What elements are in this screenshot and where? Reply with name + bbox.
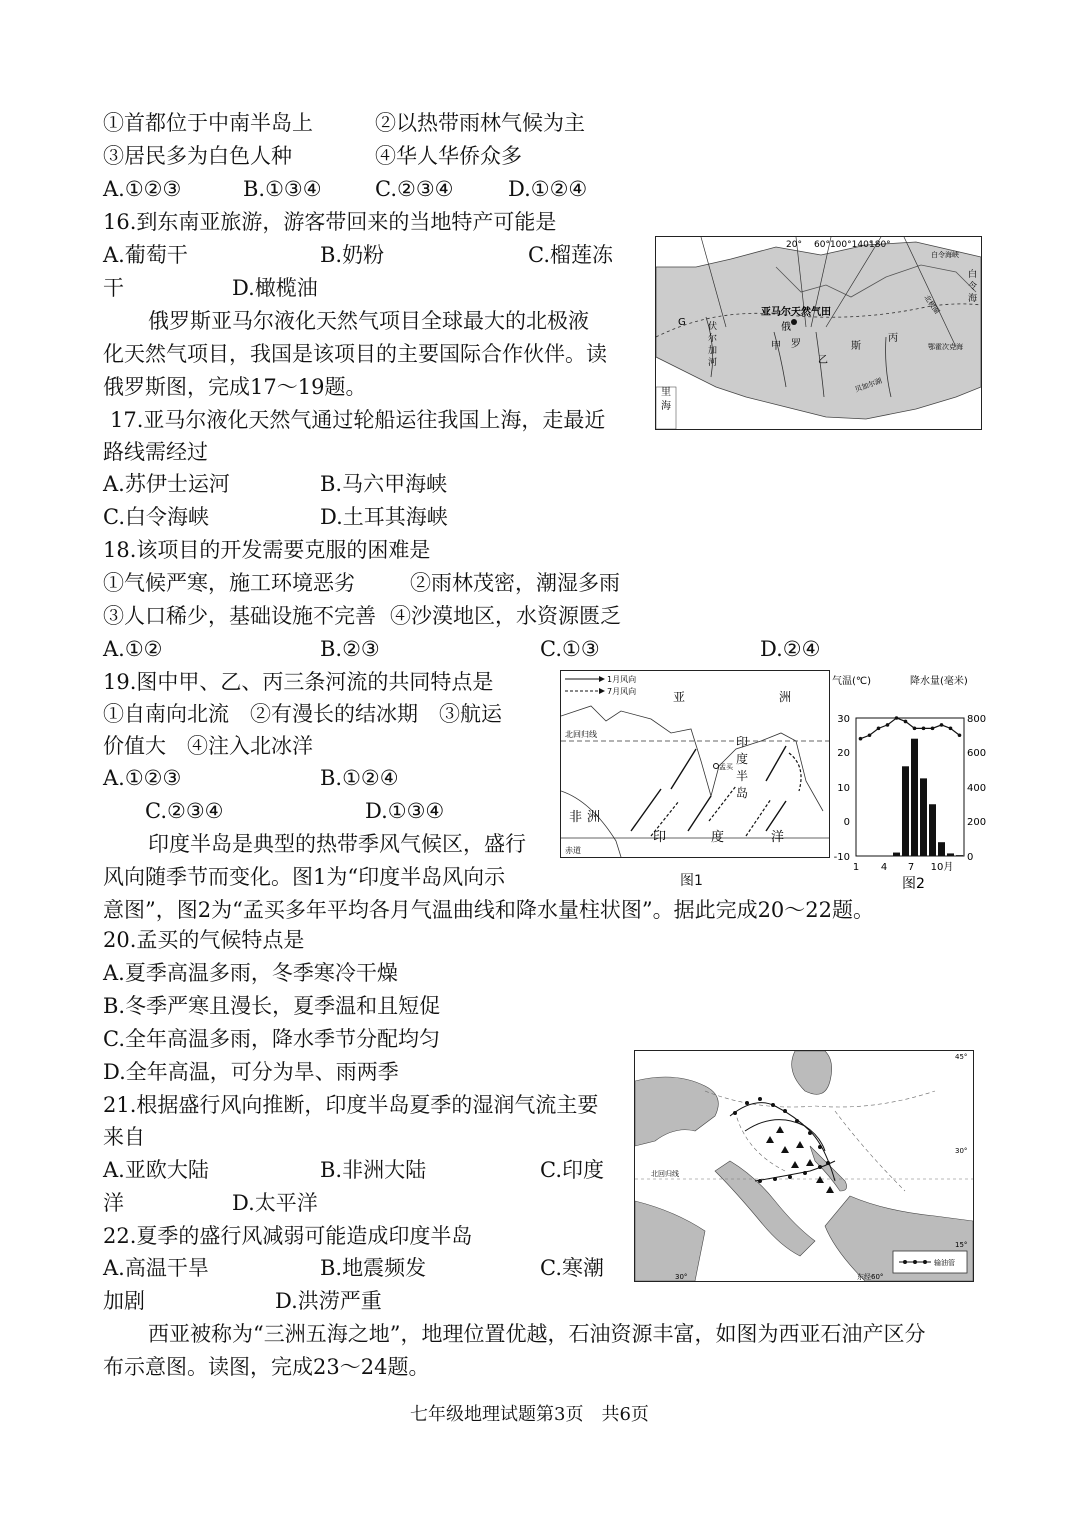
- answer-b: B.马六甲海峡: [320, 472, 448, 496]
- option-line: ①首都位于中南半岛上: [103, 111, 313, 135]
- map-label: 度: [736, 752, 749, 766]
- answer-d: D.全年高温，可分为旱、雨两季: [103, 1060, 399, 1084]
- map-label: 北极圈: [922, 293, 941, 316]
- answer-c: C.白令海峡: [103, 505, 209, 529]
- answer-c: C.①③: [540, 637, 600, 661]
- answer-a: A.①②: [103, 637, 163, 661]
- answer-b: B.①③④: [243, 177, 322, 201]
- answer-a: A.①②③: [103, 766, 182, 790]
- precip-bar: [884, 856, 891, 857]
- temperature-line: [861, 718, 960, 739]
- map-label: 海: [661, 401, 671, 412]
- map-label: 罗: [791, 339, 801, 350]
- passage-line: 俄罗斯亚马尔液化天然气项目全球最大的北极液: [148, 309, 589, 333]
- ytick-right: 600: [967, 748, 987, 759]
- passage-line: 意图”，图2为“孟买多年平均各月气温曲线和降水量柱状图”。据此完成20～22题。: [103, 898, 875, 922]
- passage-line: 印度半岛是典型的热带季风气候区，盛行: [148, 832, 526, 856]
- precip-bar: [911, 739, 918, 856]
- option-line: 价值大 ④注入北冰洋: [103, 734, 313, 758]
- option-line: ①自南向北流 ②有漫长的结冰期 ③航运: [103, 702, 502, 726]
- map-label: 斯: [851, 341, 861, 352]
- xtick: 7: [907, 862, 915, 873]
- answer-b: B.地震频发: [320, 1256, 427, 1280]
- answer-c: C.榴莲冻: [528, 243, 613, 267]
- answer-c-wrap: 干: [103, 276, 124, 300]
- lat-label: 45°: [955, 1053, 968, 1061]
- precip-bar: [875, 856, 882, 857]
- map-label: 白令海峡: [931, 251, 959, 259]
- answer-d: D.橄榄油: [232, 276, 318, 300]
- map-label: 半: [736, 769, 749, 783]
- temperature-point: [958, 733, 962, 737]
- answer-d: D.太平洋: [232, 1191, 318, 1215]
- precip-bar: [857, 856, 864, 857]
- answer-a: A.苏伊士运河: [103, 472, 230, 496]
- westasia-map: [634, 1050, 974, 1282]
- precip-bar: [902, 766, 909, 856]
- ytick-right: 0: [967, 852, 974, 863]
- answer-a: A.亚欧大陆: [103, 1158, 209, 1182]
- question-18: 18.该项目的开发需要克服的困难是: [103, 538, 431, 562]
- temperature-point: [913, 727, 917, 731]
- temperature-point: [931, 727, 935, 731]
- ylabel-left: 气温(℃): [832, 676, 872, 687]
- precip-bar: [956, 855, 963, 856]
- ytick-left: 10: [837, 783, 850, 794]
- map-label: 北回归线: [565, 730, 597, 739]
- answer-a: A.①②③: [103, 177, 182, 201]
- temperature-point: [886, 723, 890, 727]
- map-label: 印: [736, 735, 749, 749]
- ytick-right: 200: [967, 817, 987, 828]
- map-label: 洲: [587, 810, 601, 825]
- russia-map: [655, 236, 982, 430]
- precip-bar: [947, 853, 954, 856]
- map-label: 里: [661, 387, 671, 398]
- precip-bar: [929, 804, 936, 856]
- temperature-point: [922, 727, 926, 731]
- question-17: 17.亚马尔液化天然气通过轮船运往我国上海，走最近: [110, 408, 606, 432]
- map-label: 加: [708, 346, 718, 356]
- india-wind-map: [560, 670, 830, 858]
- answer-b: B.②③: [320, 637, 380, 661]
- map-label: 乙: [818, 355, 828, 366]
- answer-c: C.全年高温多雨，降水季节分配均匀: [103, 1027, 440, 1051]
- map-label: 20°: [786, 240, 802, 250]
- passage-line: 布示意图。读图，完成23～24题。: [103, 1355, 430, 1379]
- answer-c: C.印度: [540, 1158, 604, 1182]
- temperature-point: [949, 727, 953, 731]
- ytick-left: 30: [837, 714, 850, 725]
- map-label: 岛: [736, 786, 749, 800]
- map-label: 海: [968, 294, 978, 304]
- option-line: ②以热带雨林气候为主: [375, 111, 585, 135]
- ytick-right: 800: [967, 714, 987, 725]
- lon-label: 30°: [675, 1273, 688, 1281]
- map-label: 印: [653, 830, 667, 845]
- map-label: G: [678, 317, 686, 328]
- temperature-point: [904, 720, 908, 724]
- ytick-right: 400: [967, 783, 987, 794]
- answer-a: A.高温干旱: [103, 1256, 209, 1280]
- passage-line: 风向随季节而变化。图1为“印度半岛风向示: [103, 865, 506, 889]
- page-footer: 七年级地理试题第3页 共6页: [410, 1404, 649, 1425]
- tropic-label: 北回归线: [651, 1170, 679, 1178]
- option-line: ④华人华侨众多: [375, 144, 522, 168]
- map-label: 甲: [771, 341, 781, 352]
- answer-a: A.夏季高温多雨，冬季寒冷干燥: [103, 961, 398, 985]
- lat-label: 30°: [955, 1147, 968, 1155]
- temperature-point: [868, 733, 872, 737]
- legend-label: 7月风向: [607, 687, 637, 696]
- option-line: ④沙漠地区，水资源匮乏: [390, 604, 621, 628]
- map-label: 非: [569, 810, 583, 825]
- xtick: 1: [852, 862, 860, 873]
- temperature-point: [877, 727, 881, 731]
- map-label: 180°: [869, 240, 891, 250]
- answer-c: C.②③④: [145, 799, 224, 823]
- map-label: 亚: [673, 690, 686, 704]
- option-line: ③居民多为白色人种: [103, 144, 292, 168]
- map-label: 伏: [708, 322, 718, 332]
- passage-line: 化天然气项目，我国是该项目的主要国际合作伙伴。读: [103, 342, 607, 366]
- question-16: 16.到东南亚旅游，游客带回来的当地特产可能是: [103, 210, 557, 234]
- map-label: 度: [711, 830, 725, 845]
- precip-bar: [866, 856, 873, 857]
- map-label: 丙: [888, 333, 898, 344]
- answer-a: A.葡萄干: [103, 243, 188, 267]
- question-21: 21.根据盛行风向推断，印度半岛夏季的湿润气流主要: [103, 1093, 599, 1117]
- answer-c: C.②③④: [375, 177, 454, 201]
- legend-label: 输油管: [934, 1259, 955, 1267]
- legend-label: 1月风向: [607, 675, 637, 684]
- xtick: 4: [880, 862, 888, 873]
- precip-bar: [893, 853, 900, 856]
- temperature-point: [940, 723, 944, 727]
- map-label: 亚马尔天然气田: [761, 307, 831, 318]
- option-line: ②雨林茂密，潮湿多雨: [410, 571, 620, 595]
- lon-label: 东经60°: [857, 1273, 884, 1281]
- map-label: 洲: [779, 690, 792, 704]
- precip-bar: [920, 778, 927, 856]
- question-19: 19.图中甲、乙、丙三条河流的共同特点是: [103, 670, 494, 694]
- map-label: 俄: [781, 322, 791, 333]
- precip-bar: [938, 842, 945, 856]
- map-label: 令: [968, 282, 978, 292]
- lat-label: 15°: [955, 1241, 968, 1249]
- answer-b: B.奶粉: [320, 243, 385, 267]
- answer-d: D.土耳其海峡: [320, 505, 448, 529]
- option-line: ③人口稀少，基础设施不完善: [103, 604, 376, 628]
- climate-chart: [830, 670, 1000, 892]
- answer-b: B.冬季严寒且漫长，夏季温和且短促: [103, 994, 441, 1018]
- temperature-point: [895, 716, 899, 720]
- figure-caption: 图1: [680, 873, 703, 889]
- question-17-wrap: 路线需经过: [103, 440, 208, 464]
- question-21-wrap: 来自: [103, 1125, 145, 1149]
- xtick: 10月: [930, 862, 954, 873]
- map-label: 鄂霍次克海: [928, 343, 963, 351]
- question-20: 20.孟买的气候特点是: [103, 928, 305, 952]
- ytick-left: 20: [837, 748, 850, 759]
- ytick-left: -10: [833, 852, 850, 863]
- answer-b: B.①②④: [320, 766, 399, 790]
- chart-title: 图2: [902, 876, 925, 892]
- answer-d: D.①②④: [508, 177, 588, 201]
- map-label: 赤道: [565, 846, 581, 855]
- passage-line: 俄罗斯图，完成17～19题。: [103, 375, 367, 399]
- ylabel-right: 降水量(毫米): [910, 676, 968, 687]
- ytick-left: 0: [843, 817, 850, 828]
- map-label: 河: [708, 358, 718, 368]
- map-label: 贝加尔湖: [853, 376, 883, 394]
- passage-line: 西亚被称为“三洲五海之地”，地理位置优越，石油资源丰富，如图为西亚石油产区分: [148, 1322, 926, 1346]
- map-label: 60°100°140°: [814, 240, 874, 250]
- answer-d: D.②④: [760, 637, 821, 661]
- answer-c-wrap: 加剧: [103, 1289, 145, 1313]
- map-label: 孟买: [719, 763, 733, 771]
- option-line: ①气候严寒，施工环境恶劣: [103, 571, 355, 595]
- answer-d: D.洪涝严重: [275, 1289, 382, 1313]
- question-22: 22.夏季的盛行风减弱可能造成印度半岛: [103, 1224, 473, 1248]
- answer-c: C.寒潮: [540, 1256, 604, 1280]
- answer-b: B.非洲大陆: [320, 1158, 427, 1182]
- answer-d: D.①③④: [365, 799, 445, 823]
- map-label: 尔: [708, 334, 718, 344]
- temperature-point: [859, 737, 863, 741]
- answer-c-wrap: 洋: [103, 1191, 124, 1215]
- map-label: 洋: [771, 830, 785, 845]
- map-label: 白: [968, 270, 978, 280]
